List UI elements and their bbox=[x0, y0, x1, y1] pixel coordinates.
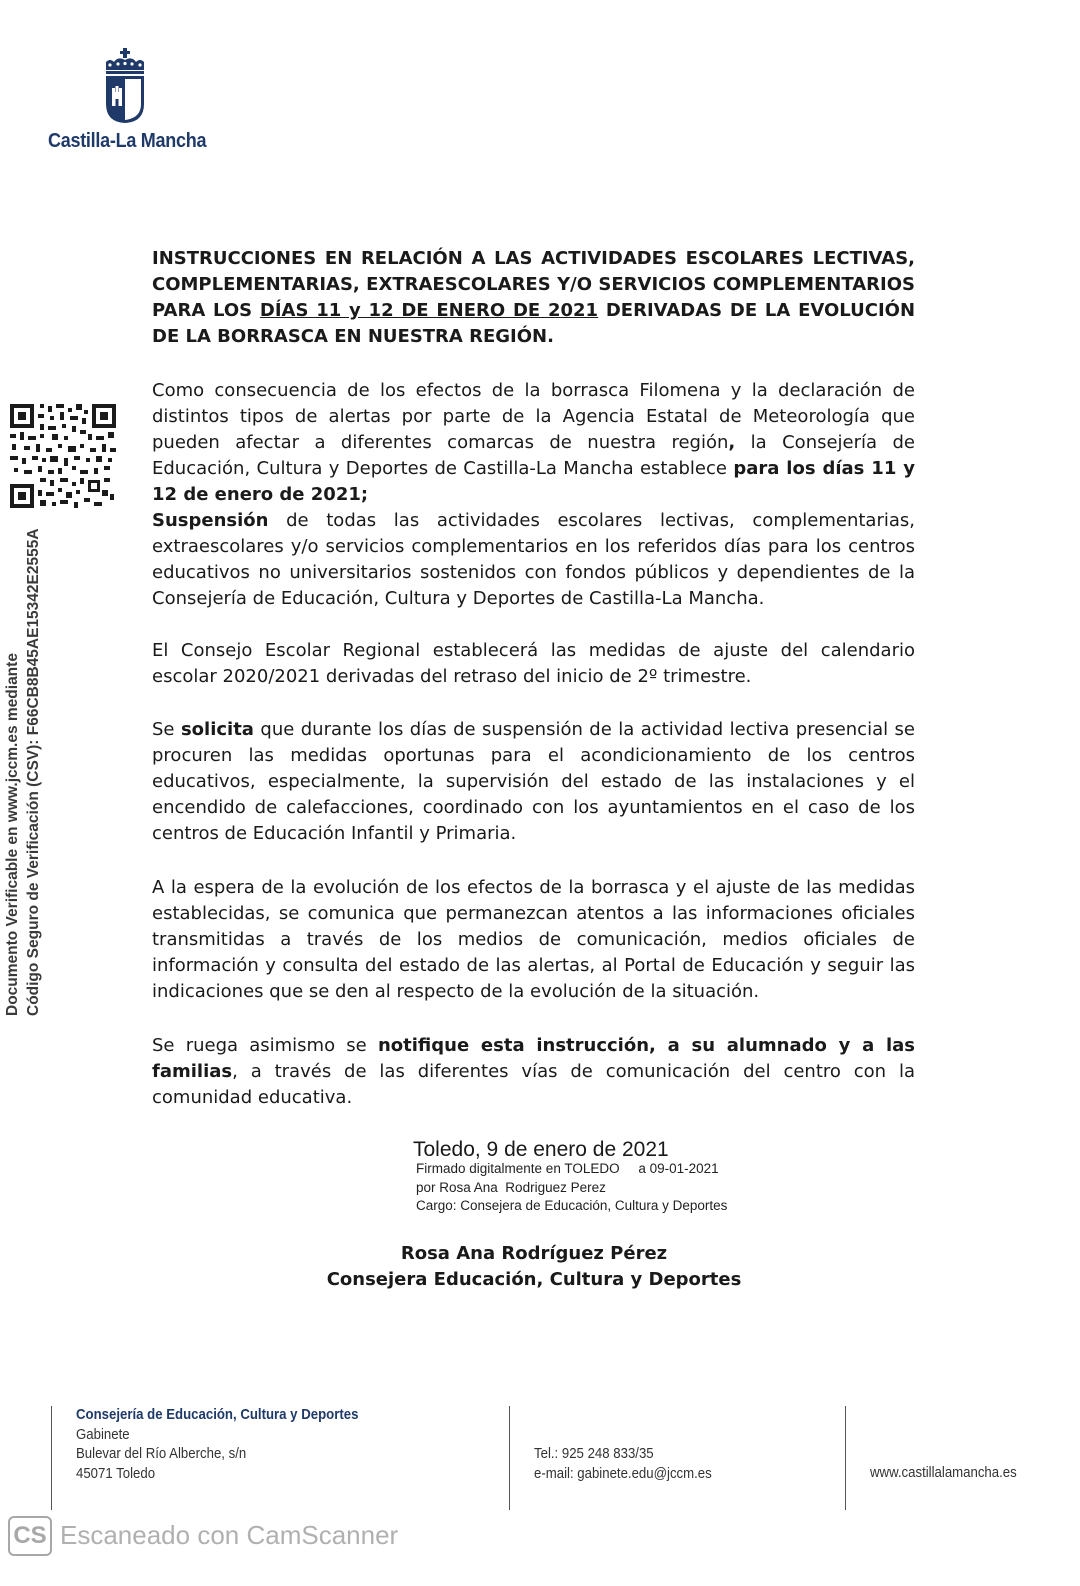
paragraph-suspension bbox=[152, 508, 915, 612]
paragraph-text: Se bbox=[152, 719, 181, 740]
paragraph-text: Se ruega asimismo se bbox=[152, 1035, 378, 1056]
footer-phone: Tel.: 925 248 833/35 bbox=[534, 1445, 654, 1462]
paragraph-context bbox=[152, 378, 915, 508]
paragraph-text: , a través de las diferentes vías de comunicación del centro con la comunidad educativa. bbox=[152, 1061, 915, 1108]
heading-part-1: INSTRUCCIONES EN RELACIÓN A LAS ACTIVIDADES ESCOLARES LECTIVAS, COMPLEMENTARIAS, EXTRAESCOLARES Y/O SERVICIOS COMPLEMENTARIOS PARA LOS bbox=[152, 248, 915, 321]
footer-dept: Gabinete bbox=[76, 1425, 130, 1443]
footer-divider bbox=[845, 1406, 846, 1510]
document-heading bbox=[152, 246, 915, 350]
footer-city: 45071 Toledo bbox=[76, 1464, 156, 1482]
heading-part-2: DERIVADAS DE LA EVOLUCIÓN DE LA BORRASCA EN NUESTRA REGIÓN. bbox=[152, 300, 916, 347]
digital-signature-block bbox=[416, 1160, 727, 1216]
csv-line-1: Documento Verificable en www.jccm.es mediante bbox=[4, 653, 21, 1016]
paragraph-bold: solicita bbox=[180, 719, 254, 740]
paragraph-bold: notifique esta instrucción, a su alumnado y a las familias bbox=[152, 1035, 916, 1082]
digital-signature-line: Cargo: Consejera de Educación, Cultura y Deportes bbox=[416, 1198, 728, 1213]
footer-email[interactable]: e-mail: gabinete.edu@jccm.es bbox=[534, 1464, 712, 1482]
paragraph-bold: Suspensión bbox=[152, 510, 269, 531]
paragraph-notify bbox=[152, 1033, 915, 1111]
paragraph-text: que durante los días de suspensión de la actividad lectiva presencial se procuren las medidas oportunas para el acondicionamiento de los centros educativos, especialmente, la supervisión del estado de las instalaciones y el encendido de calefacciones, coordinado con los ayuntamientos en el caso de los centros de Educación Infantil y Primaria. bbox=[152, 719, 915, 844]
paragraph-bold: para los días 11 y 12 de enero de 2021; bbox=[152, 458, 915, 505]
logo-wordmark: Castilla-La Mancha bbox=[48, 130, 207, 152]
paragraph-text: la Consejería de Educación, Cultura y Deportes de Castilla-La Mancha establece bbox=[152, 432, 915, 479]
paragraph-text: Como consecuencia de los efectos de la borrasca Filomena y la declaración de distintos tipos de alertas por parte de la Agencia Estatal de Meteorología que pueden afectar a diferentes comarcas de nuestra región bbox=[152, 380, 915, 453]
footer-org: Consejería de Educación, Cultura y Deportes bbox=[76, 1406, 359, 1423]
csv-verification-text bbox=[2, 528, 44, 1016]
qr-code-icon bbox=[10, 404, 116, 508]
camscanner-watermark: Escaneado con CamScanner bbox=[60, 1520, 399, 1550]
footer-divider bbox=[51, 1406, 52, 1510]
digital-signature-line: Firmado digitalmente en TOLEDO a 09-01-2021 bbox=[416, 1161, 719, 1176]
heading-dates: DÍAS 11 y 12 DE ENERO DE 2021 bbox=[259, 300, 599, 321]
footer-divider bbox=[509, 1406, 510, 1510]
camscanner-logo: CS bbox=[8, 1516, 52, 1556]
signer-role: Consejera Educación, Cultura y Deportes bbox=[326, 1269, 742, 1290]
paragraph-alerts: A la espera de la evolución de los efectos de la borrasca y el ajuste de las medidas establecidas, se comunica que permanezcan atentos a las informaciones oficiales transmitidas a través de los medios de comunicación, medios oficiales de información y consulta del estado de las alertas, al Portal de Educación y seguir las indicaciones que se den al respecto de la evolución de la situación. bbox=[152, 877, 915, 1002]
coat-of-arms-icon bbox=[104, 48, 146, 124]
digital-signature-line: por Rosa Ana Rodriguez Perez bbox=[416, 1179, 606, 1195]
csv-line-2: Código Seguro de Verificación (CSV): F66CB8B45AE15342E2555A bbox=[25, 528, 42, 1016]
footer-website[interactable]: www.castillalamancha.es bbox=[870, 1464, 1017, 1481]
footer-street: Bulevar del Río Alberche, s/n bbox=[76, 1445, 247, 1462]
paragraph-calendar: El Consejo Escolar Regional establecerá las medidas de ajuste del calendario escolar 2020/2021 derivadas del retraso del inicio de 2º trimestre. bbox=[152, 640, 915, 687]
footer-contact bbox=[534, 1444, 712, 1483]
signer-name: Rosa Ana Rodríguez Pérez bbox=[400, 1243, 668, 1264]
castilla-la-mancha-logo bbox=[48, 48, 218, 153]
paragraph-bold: , bbox=[728, 432, 736, 453]
footer-address bbox=[76, 1405, 358, 1483]
paragraph-request bbox=[152, 717, 915, 847]
place-date: Toledo, 9 de enero de 2021 bbox=[413, 1138, 669, 1161]
paragraph-text: de todas las actividades escolares lectivas, complementarias, extraescolares y/o servicios complementarios en los referidos días para los centros educativos no universitarios sostenidos con fondos públicos y dependientes de la Consejería de Educación, Cultura y Deportes de Castilla-La Mancha. bbox=[152, 510, 915, 609]
